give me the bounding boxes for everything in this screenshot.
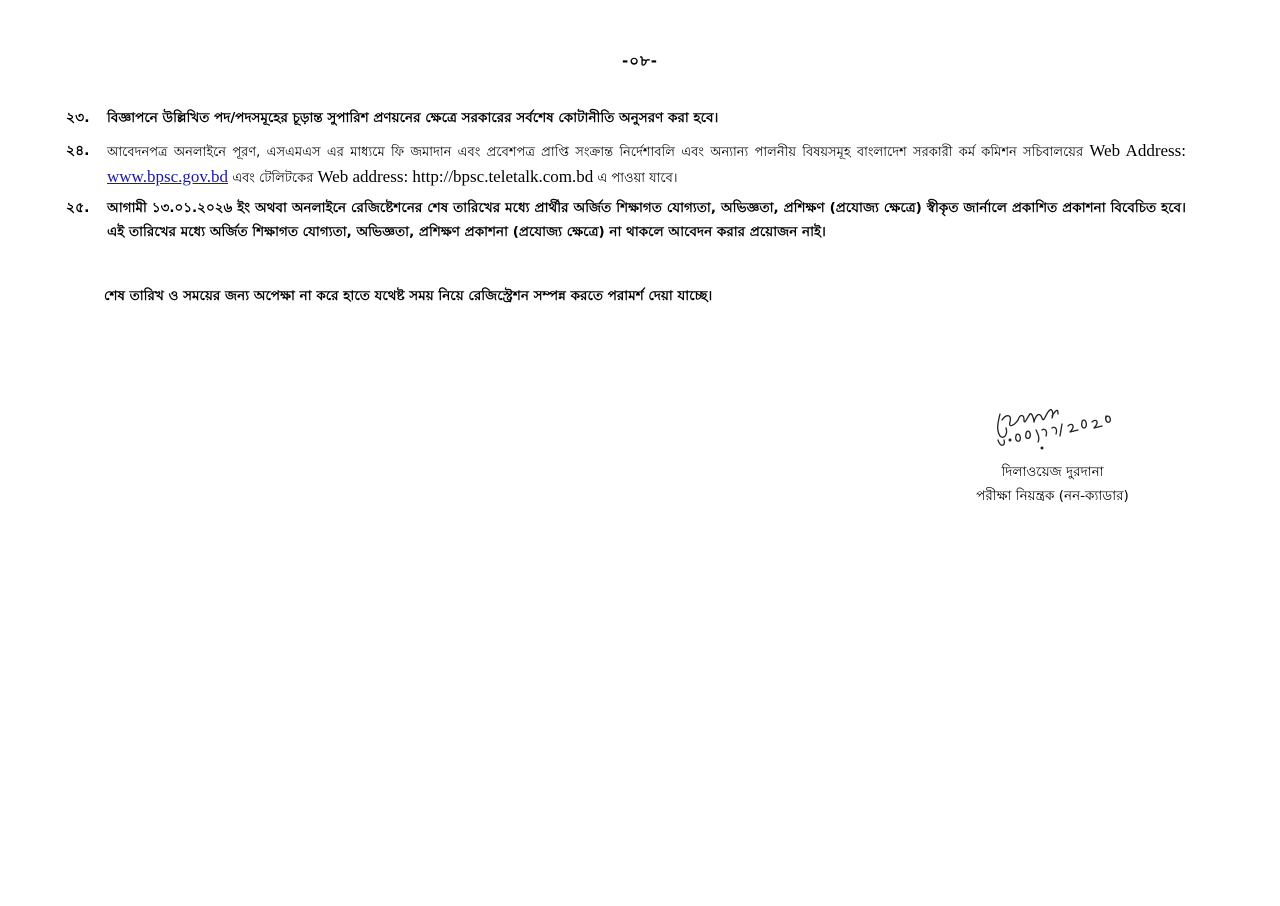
- signer-name: দিলাওয়েজ দুরদানা: [1001, 464, 1104, 480]
- signer-title: পরীক্ষা নিয়ন্ত্রক (নন-ক্যাডার): [976, 488, 1129, 504]
- item-text: [107, 139, 1186, 191]
- advice-note: শেষ তারিখ ও সময়ের জন্য অপেক্ষা না করে হাতে যথেষ্ট সময় নিয়ে রেজিস্ট্রেশন সম্পন্ন করতে পরামর্শ দেয়া যাচ্ছে।: [104, 288, 713, 304]
- notice-item-25: [66, 196, 1186, 244]
- handwritten-signature-icon: [988, 400, 1118, 458]
- item-text-part1: আবেদনপত্র অনলাইনে পূরণ, এসএমএস এর মাধ্যমে ফি জমাদান এবং প্রবেশপত্র প্রাপ্তি সংক্রান্ত নির্দেশাবলি এবং অন্যান্য পালনীয় বিষয়সমূহ বাংলাদেশ সরকারী কর্ম কমিশন সচিবালয়ের: [107, 145, 1084, 160]
- page-number: -০৮-: [622, 52, 658, 70]
- notice-item-23: [66, 106, 1186, 130]
- teletalk-web-address: Web address: http://bpsc.teletalk.com.bd: [317, 167, 594, 186]
- signature-block: [960, 400, 1145, 508]
- web-address-label: Web Address:: [1089, 141, 1186, 160]
- item-text-part2: এবং টেলিটকের: [232, 171, 314, 186]
- item-text: বিজ্ঞাপনে উল্লিখিত পদ/পদসমূহের চূড়ান্ত সুপারিশ প্রণয়নের ক্ষেত্রে সরকারের সর্বশেষ কোটানীতি অনুসরণ করা হবে।: [107, 110, 719, 126]
- item-number: ২৫.: [66, 200, 90, 216]
- item-number: ২৩.: [66, 110, 90, 126]
- item-text-part3: এ পাওয়া যাবে।: [597, 171, 678, 186]
- notice-item-24: [66, 139, 1186, 191]
- item-number: ২৪.: [66, 143, 90, 159]
- bpsc-website-link[interactable]: www.bpsc.gov.bd: [107, 167, 229, 186]
- item-text: আগামী ১৩.০১.২০২৬ ইং অথবা অনলাইনে রেজিষ্টেশনের শেষ তারিখের মধ্যে প্রার্থীর অর্জিত শিক্ষাগত যোগ্যতা, অভিজ্ঞতা, প্রশিক্ষণ (প্রযোজ্য ক্ষেত্রে) স্বীকৃত জার্নালে প্রকাশিত প্রকাশনা বিবেচিত হবে। এই তারিখের মধ্যে অর্জিত শিক্ষাগত যোগ্যতা, অভিজ্ঞতা, প্রশিক্ষণ প্রকাশনা (প্রযোজ্য ক্ষেত্রে) না থাকলে আবেদন করার প্রয়োজন নাই।: [107, 200, 1186, 240]
